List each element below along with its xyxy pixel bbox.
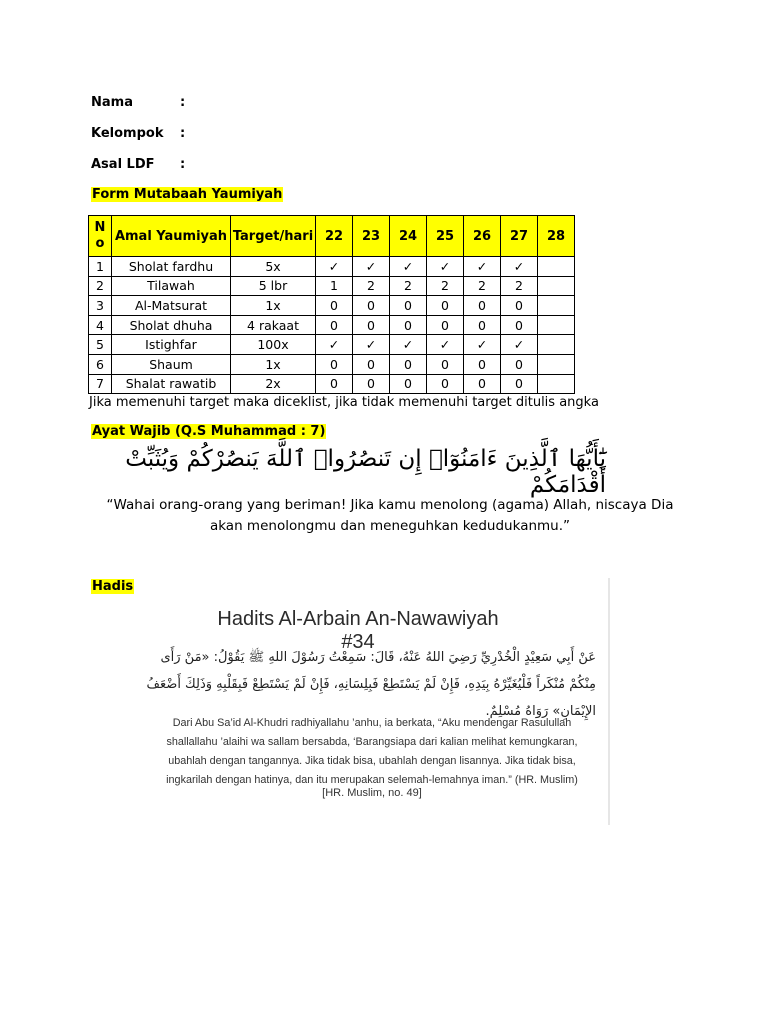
row-no: 6 (89, 354, 112, 374)
table-body (89, 257, 575, 394)
hadis-image-title: Hadits Al-Arbain An-Nawawiyah #34 (217, 608, 499, 653)
row-no: 4 (89, 315, 112, 335)
ayat-title: Ayat Wajib (Q.S Muhammad : 7) (92, 424, 326, 439)
row-day-cell: 2 (427, 276, 464, 296)
row-day-cell (538, 315, 575, 335)
row-target: 5 lbr (231, 276, 316, 296)
row-amal: Shalat rawatib (112, 374, 231, 394)
row-day-cell (538, 354, 575, 374)
row-day-cell: 0 (501, 296, 538, 316)
header-amal: Amal Yaumiyah (112, 216, 231, 257)
form-title: Form Mutabaah Yaumiyah (92, 187, 283, 202)
row-day-cell (538, 335, 575, 355)
row-day-cell: 2 (501, 276, 538, 296)
table-row (89, 315, 575, 335)
row-day-cell: ✓ (316, 257, 353, 277)
table-row (89, 335, 575, 355)
row-day-cell: 0 (501, 374, 538, 394)
row-no: 2 (89, 276, 112, 296)
row-day-cell: ✓ (501, 257, 538, 277)
hadis-image-translation: Dari Abu Sa’id Al-Khudri radhiyallahu ’anhu, ia berkata, “Aku mendengar Rasulullah shallallahu ’alaihi wa sallam bersabda, ‘Barangsiapa dari kalian melihat kemungkaran, ubahlah dengan tangannya. Jika tidak bisa, ubahlah dengan lisannya. Jika tidak bisa, ingkarilah dengan hatinya, dan itu merupakan selemah-lemahnya iman.” (HR. Muslim) (166, 717, 578, 786)
row-day-cell (538, 276, 575, 296)
row-day-cell: ✓ (464, 335, 501, 355)
row-day-cell: ✓ (501, 335, 538, 355)
field-asal-ldf (91, 157, 186, 172)
header-day-23: 23 (353, 216, 390, 257)
row-day-cell: ✓ (427, 335, 464, 355)
ayat-translation: “Wahai orang-orang yang beriman! Jika kamu menolong (agama) Allah, niscaya Dia akan menolongmu dan meneguhkan kedudukanmu.” (106, 497, 674, 534)
table-note: Jika memenuhi target maka diceklist, jika tidak memenuhi target ditulis angka (89, 395, 599, 410)
row-amal: Sholat dhuha (112, 315, 231, 335)
row-day-cell: 0 (464, 315, 501, 335)
header-day-25: 25 (427, 216, 464, 257)
row-no: 1 (89, 257, 112, 277)
field-nama-colon: : (180, 95, 186, 110)
row-amal: Shaum (112, 354, 231, 374)
hadis-image-reference: [HR. Muslim, no. 49] (322, 787, 422, 799)
row-day-cell: ✓ (390, 335, 427, 355)
row-target: 2x (231, 374, 316, 394)
row-day-cell: 0 (464, 354, 501, 374)
row-day-cell: 0 (427, 374, 464, 394)
row-day-cell (538, 257, 575, 277)
table-header-row (89, 216, 575, 257)
row-day-cell: ✓ (427, 257, 464, 277)
field-kelompok-label: Kelompok (91, 126, 164, 141)
ayat-arabic: يَٰٓأَيُّهَا ٱلَّذِينَ ءَامَنُوٓا۟ إِن تَنصُرُوا۟ ٱللَّهَ يَنصُرْكُمْ وَيُثَبِّتْ أَقْدَامَكُمْ (125, 446, 606, 498)
table-row (89, 257, 575, 277)
row-target: 5x (231, 257, 316, 277)
row-day-cell: 0 (316, 315, 353, 335)
table-row (89, 354, 575, 374)
row-day-cell: 0 (501, 315, 538, 335)
hadis-image (118, 578, 610, 825)
hadis-image-arabic: عَنْ أَبِي سَعِيْدٍ الْخُدْرِيِّ رَضِيَ اللهُ عَنْهُ، قَالَ: سَمِعْتُ رَسُوْلَ اللهِ ﷺ يَقُوْلُ: «مَنْ رَأَى مِنْكُمْ مُنْكَراً فَلْيُغَيِّرْهُ بِيَدِهِ، فَإِنْ لَمْ يَسْتَطِعْ فَبِلِسَانِهِ، فَإِنْ لَمْ يَسْتَطِعْ فَبِقَلْبِهِ وَذَلِكَ أَضْعَفُ الإِيْمَانِ» رَوَاهُ مُسْلِمٌ. (146, 650, 596, 719)
field-nama (91, 95, 186, 110)
row-no: 3 (89, 296, 112, 316)
header-day-28: 28 (538, 216, 575, 257)
row-day-cell: 1 (316, 276, 353, 296)
row-day-cell: 0 (316, 374, 353, 394)
table-row (89, 296, 575, 316)
row-day-cell: 0 (390, 315, 427, 335)
row-day-cell: 0 (427, 354, 464, 374)
field-asal-ldf-label: Asal LDF (91, 157, 155, 172)
row-no: 7 (89, 374, 112, 394)
row-day-cell: 2 (390, 276, 427, 296)
table-row (89, 374, 575, 394)
row-day-cell: ✓ (390, 257, 427, 277)
field-kelompok (91, 126, 186, 141)
row-day-cell: 0 (427, 296, 464, 316)
row-day-cell: 0 (427, 315, 464, 335)
row-day-cell: 0 (390, 296, 427, 316)
header-day-26: 26 (464, 216, 501, 257)
row-day-cell: 0 (390, 354, 427, 374)
header-day-22: 22 (316, 216, 353, 257)
row-target: 1x (231, 354, 316, 374)
row-amal: Tilawah (112, 276, 231, 296)
mutabaah-table (88, 215, 575, 394)
row-day-cell: 0 (501, 354, 538, 374)
row-amal: Istighfar (112, 335, 231, 355)
row-day-cell: ✓ (353, 335, 390, 355)
row-day-cell: 0 (390, 374, 427, 394)
row-day-cell: 2 (353, 276, 390, 296)
row-amal: Sholat fardhu (112, 257, 231, 277)
header-no: N o (89, 216, 112, 257)
table-row (89, 276, 575, 296)
header-day-27: 27 (501, 216, 538, 257)
hadis-title: Hadis (92, 579, 134, 594)
row-day-cell: 0 (316, 354, 353, 374)
field-nama-label: Nama (91, 95, 133, 110)
row-day-cell: ✓ (464, 257, 501, 277)
row-no: 5 (89, 335, 112, 355)
row-day-cell (538, 296, 575, 316)
header-target: Target/hari (231, 216, 316, 257)
row-target: 1x (231, 296, 316, 316)
row-day-cell: 0 (353, 354, 390, 374)
row-day-cell: ✓ (353, 257, 390, 277)
row-day-cell: 0 (316, 296, 353, 316)
row-day-cell: 0 (464, 374, 501, 394)
row-day-cell (538, 374, 575, 394)
header-day-24: 24 (390, 216, 427, 257)
row-amal: Al-Matsurat (112, 296, 231, 316)
row-target: 100x (231, 335, 316, 355)
row-day-cell: ✓ (316, 335, 353, 355)
row-day-cell: 0 (353, 296, 390, 316)
row-target: 4 rakaat (231, 315, 316, 335)
row-day-cell: 0 (353, 315, 390, 335)
row-day-cell: 2 (464, 276, 501, 296)
row-day-cell: 0 (353, 374, 390, 394)
row-day-cell: 0 (464, 296, 501, 316)
field-asal-ldf-colon: : (180, 157, 186, 172)
field-kelompok-colon: : (180, 126, 186, 141)
